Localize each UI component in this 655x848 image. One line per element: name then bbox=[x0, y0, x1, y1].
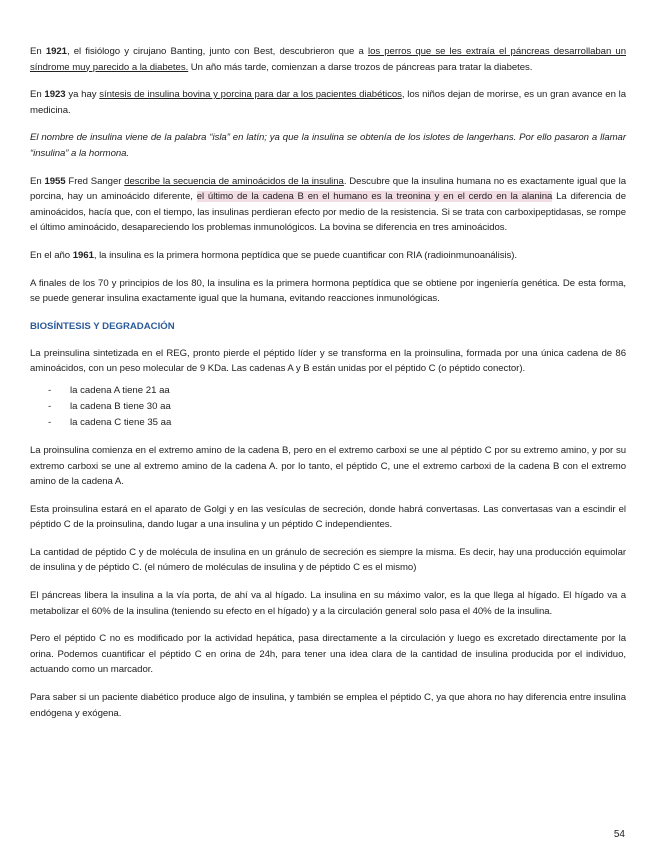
year-1923: 1923 bbox=[44, 89, 66, 101]
section-heading: BIOSÍNTESIS Y DEGRADACIÓN bbox=[30, 320, 175, 332]
link-sintesis-insulina[interactable]: síntesis de insulina bovina y porcina para dar a los pacientes diabéticos bbox=[99, 89, 402, 101]
list-item: - la cadena C tiene 35 aa bbox=[48, 415, 626, 431]
paragraph-preinsulina: La preinsulina sintetizada en el REG, pronto pierde el péptido líder y se transforma en la proinsulina, formada por una única cadena de 86 aminoácidos, con un peso molecular de 9 KDa. Las cadenas A y B están unidas por el péptido C (o péptido conector). bbox=[30, 347, 626, 375]
link-perros-pancreas[interactable]: los perros que se les extraía el páncreas desarrollaban un síndrome muy parecido a la diabetes. bbox=[30, 46, 626, 73]
document-page bbox=[30, 44, 626, 733]
dash-bullet: - bbox=[48, 384, 52, 396]
paragraph-golgi: Esta proinsulina estará en el aparato de Golgi y en las vesículas de secreción, donde habrá convertasas. Las convertasas van a escindir el péptido C de la proinsulina, dando lugar a una insulina y un péptido C independientes. bbox=[30, 503, 626, 531]
paragraph-1921: En 1921, el fisiólogo y cirujano Banting, junto con Best, descubrieron que a los perros que se les extraía el páncreas desarrollaban un síndrome muy parecido a la diabetes. Un año más tarde, comienzan a darse trozos de páncreas para tratar la diabetes. bbox=[30, 46, 626, 73]
paragraph-ingenieria-genetica: A finales de los 70 y principios de los 80, la insulina es la primera hormona peptídica que se obtiene por ingeniería genética. De esta forma, se puede generar insulina exactamente igual que la humana, evitando reacciones inmunológicas. bbox=[30, 277, 626, 305]
highlight-treonina-alanina: el último de la cadena B en el humano es la treonina y en el cerdo en la alanina bbox=[196, 191, 553, 203]
year-1955: 1955 bbox=[44, 175, 66, 187]
year-1921: 1921 bbox=[45, 46, 67, 57]
paragraph-1923: En 1923 ya hay síntesis de insulina bovina y porcina para dar a los pacientes diabéticos, los niños dejan de morirse, es un gran avance en la medicina. bbox=[30, 89, 626, 116]
paragraph-nombre-insulina: El nombre de insulina viene de la palabra “isla” en latín; ya que la insulina se obtenía de los islotes de langerhans. Por ello pasaron a llamar “insulina” a la hormona. bbox=[30, 132, 626, 159]
paragraph-proinsulina: La proinsulina comienza en el extremo amino de la cadena B, pero en el extremo carboxi se une al péptido C por su extremo amino, y por su extremo carboxi se une al extremo amino de la cadena A. por lo tanto, el péptido C, une el extremo carboxi de la cadena B con el extremo amino de la cadena A. bbox=[30, 444, 626, 488]
paragraph-equimolar: La cantidad de péptido C y de molécula de insulina en un gránulo de secreción es siempre la misma. Es decir, hay una producción equimolar de insulina y de péptido C. (el número de moléculas de insulina y de péptido C es el mismo) bbox=[30, 546, 626, 574]
list-item: - la cadena B tiene 30 aa bbox=[48, 399, 626, 415]
dash-bullet: - bbox=[48, 400, 52, 412]
paragraph-higado: El páncreas libera la insulina a la vía porta, de ahí va al hígado. La insulina en su máximo valor, es la que llega al hígado. El hígado va a metabolizar el 60% de la insulina (teniendo su efecto en el hígado) y a la circulación general solo pasa el 40% de la insulina. bbox=[30, 590, 626, 617]
paragraph-1961: En el año 1961, la insulina es la primera hormona peptídica que se puede cuantificar con RIA (radioinmunoanálisis). bbox=[30, 249, 518, 261]
year-1961: 1961 bbox=[72, 249, 94, 261]
paragraph-diabetico: Para saber si un paciente diabético produce algo de insulina, y también se emplea el péptido C, ya que ahora no hay diferencia entre insulina endógena y exógena. bbox=[30, 692, 626, 719]
paragraph-peptido-c: Pero el péptido C no es modificado por la actividad hepática, pasa directamente a la circulación y luego es excretado directamente por la orina. Podemos cuantificar el péptido C en orina de 24h, para tener una idea clara de la cantidad de insulina producida por el individuo, actuando como un marcador. bbox=[30, 633, 626, 676]
list-item: - la cadena A tiene 21 aa bbox=[48, 383, 626, 399]
page-number: 54 bbox=[613, 829, 625, 840]
dash-bullet: - bbox=[48, 416, 52, 428]
chain-list bbox=[30, 383, 626, 431]
link-secuencia-aminoacidos[interactable]: describe la secuencia de aminoácidos de la insulina bbox=[124, 175, 344, 187]
paragraph-1955: En 1955 Fred Sanger describe la secuencia de aminoácidos de la insulina. Descubre que la insulina humana no es exactamente igual que la porcina, hay un aminoácido diferente, el último de la cadena B en el humano es la treonina y en el cerdo en la alanina La diferencia de aminoácidos, hacía que, con el tiempo, las insulinas perdieran efecto por medio de la resistencia. Si se trata con carboxipeptidasas, se rompe el último aminoácido, desapareciendo los problemas inmunológicos. La bovina se diferencia en tres aminoácidos. bbox=[30, 175, 627, 234]
